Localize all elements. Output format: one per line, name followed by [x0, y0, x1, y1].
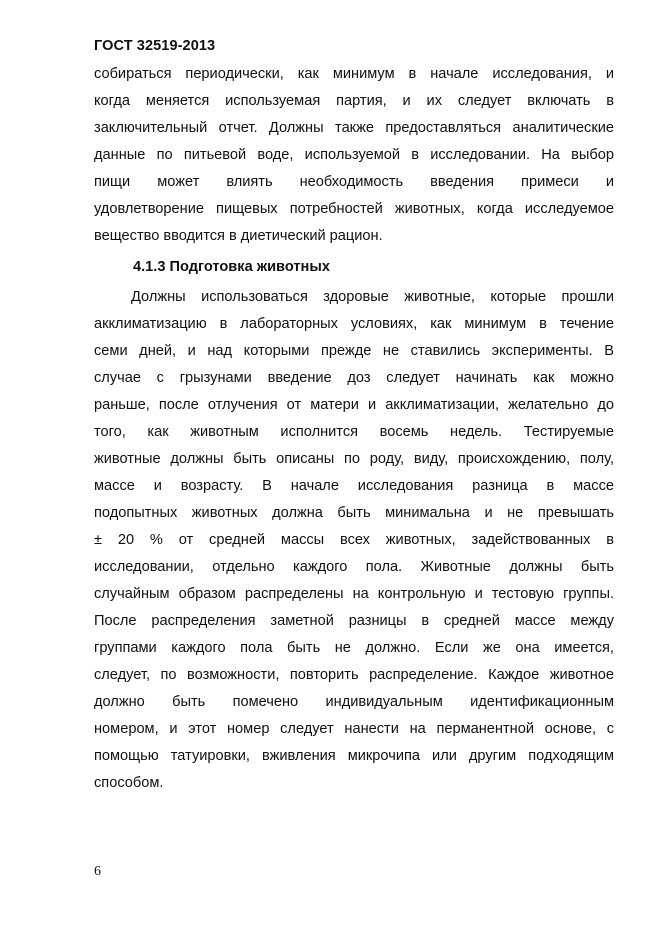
text-line: акклиматизацию в лабораторных условиях, как минимум в течение	[94, 316, 614, 332]
text-line: данные по питьевой воде, используемой в исследовании. На выбор	[94, 147, 614, 163]
text-line: массе и возрасту. В начале исследования разница в массе	[94, 478, 614, 494]
body-text	[94, 61, 614, 797]
standard-code-header: ГОСТ 32519-2013	[94, 38, 216, 54]
text-line: После распределения заметной разницы в средней массе между	[94, 613, 614, 629]
text-line: случае с грызунами введение доз следует начинать как можно	[94, 370, 614, 386]
text-line: способом.	[94, 775, 164, 791]
text-line: подопытных животных должна быть минимальна и не превышать	[94, 505, 614, 521]
text-line: животные должны быть описаны по роду, виду, происхождению, полу,	[94, 451, 614, 467]
text-line: пищи может влиять необходимость введения примеси и	[94, 174, 614, 190]
paragraph-continued	[94, 61, 614, 250]
text-line: следует, по возможности, повторить распределение. Каждое животное	[94, 667, 614, 683]
page-number: 6	[94, 864, 101, 879]
text-line: Должны использоваться здоровые животные, которые прошли	[131, 289, 614, 305]
text-line: исследовании, отдельно каждого пола. Животные должны быть	[94, 559, 614, 575]
text-line: номером, и этот номер следует нанести на перманентной основе, с	[94, 721, 614, 737]
text-line: заключительный отчет. Должны также предоставляться аналитические	[94, 120, 614, 136]
text-line: семи дней, и над которыми прежде не ставились эксперименты. В	[94, 343, 614, 359]
text-line: раньше, после отлучения от матери и акклиматизации, желательно до	[94, 397, 614, 413]
text-line: собираться периодически, как минимум в начале исследования, и	[94, 66, 614, 82]
text-line: когда меняется используемая партия, и их следует включать в	[94, 93, 614, 109]
text-line: вещество вводится в диетический рацион.	[94, 228, 383, 244]
text-line: должно быть помечено индивидуальным идентификационным	[94, 694, 614, 710]
text-line: удовлетворение пищевых потребностей животных, когда исследуемое	[94, 201, 614, 217]
text-line: ± 20 % от средней массы всех животных, задействованных в	[94, 532, 614, 548]
text-line: случайным образом распределены на контрольную и тестовую группы.	[94, 586, 614, 602]
text-line: помощью татуировки, вживления микрочипа или другим подходящим	[94, 748, 614, 764]
section-heading: 4.1.3 Подготовка животных	[133, 259, 330, 275]
text-line: того, как животным исполнится восемь недель. Тестируемые	[94, 424, 614, 440]
text-line: группами каждого пола быть не должно. Если же она имеется,	[94, 640, 614, 656]
paragraph-animal-preparation	[94, 284, 614, 797]
